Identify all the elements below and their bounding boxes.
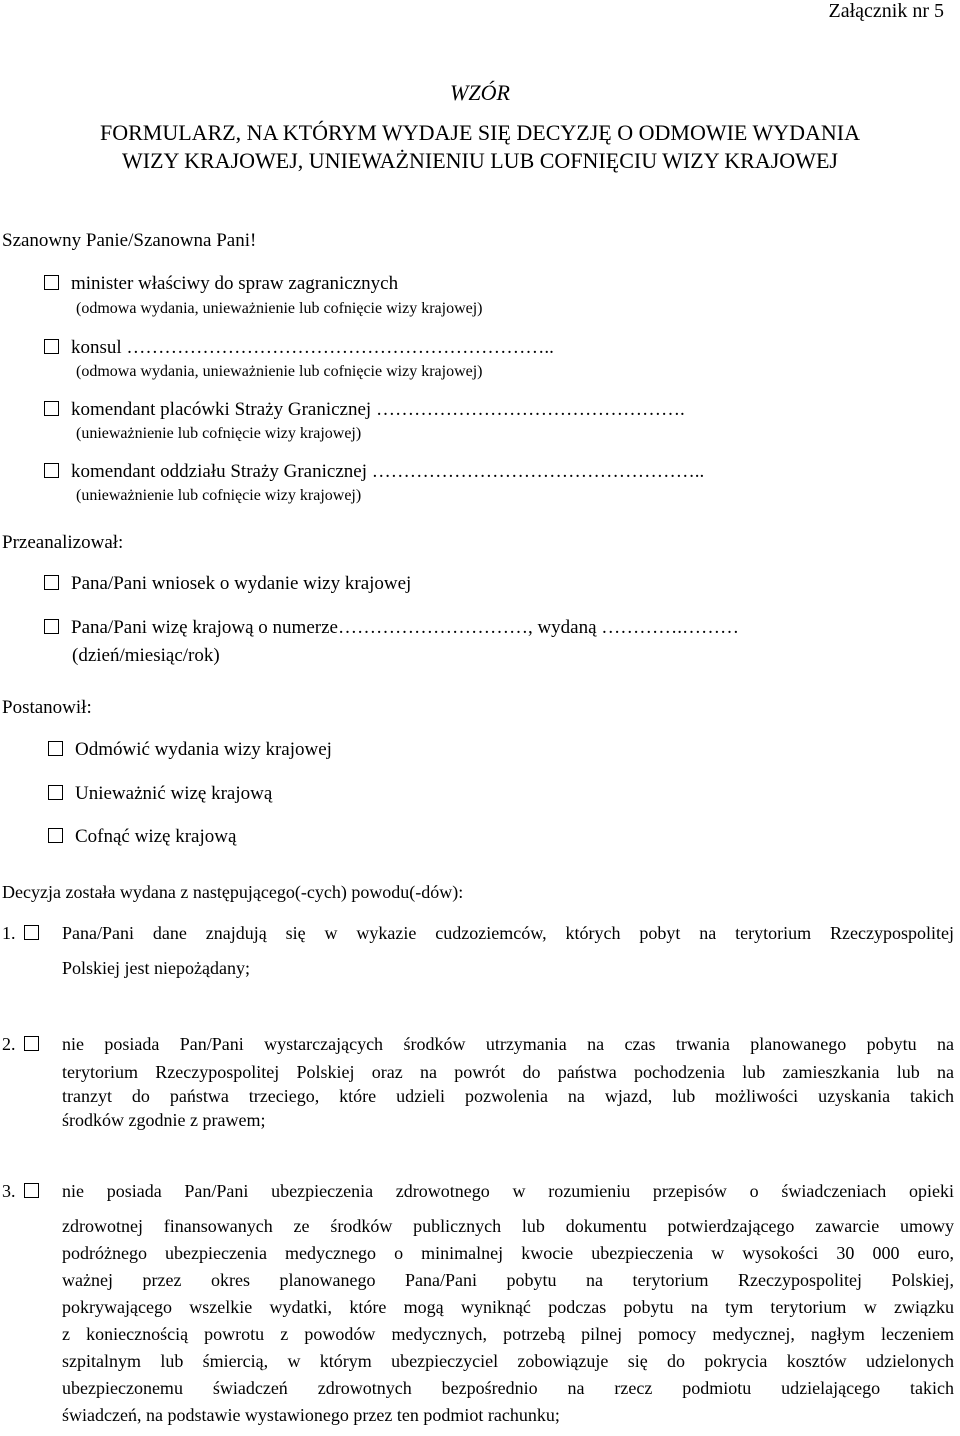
checkbox[interactable] [44,619,59,634]
reason-number [2,923,49,944]
authority-option-border-unit[interactable] [44,461,704,483]
annex-number: Załącznik nr 5 [828,0,944,22]
pattern-label: WZÓR [450,80,510,105]
reason-line: Polskiej jest niepożądany; [62,958,250,978]
checkbox[interactable] [44,575,59,590]
checkbox[interactable] [44,401,59,416]
reason-number [2,1034,49,1055]
option-label: Pana/Pani wniosek o wydanie wizy krajowej [71,573,412,594]
decision-option-refuse[interactable] [48,739,332,761]
checkbox[interactable] [24,925,39,940]
option-label: Unieważnić wizę krajową [75,783,273,804]
authority-option-minister[interactable] [44,273,398,295]
authority-option-border-post[interactable] [44,399,685,421]
checkbox[interactable] [48,785,63,800]
decision-option-annul[interactable] [48,783,272,805]
decided-label: Postanowił: [2,697,92,718]
reason-line: tranzyt do państwa trzeciego, które udzieli pozwolenia na wjazd, lub możliwości uzyskania takich [62,1086,954,1106]
checkbox[interactable] [44,339,59,354]
reason-number [2,1181,49,1202]
reason-line: środków zgodnie z prawem; [62,1110,266,1130]
form-title-line-1: FORMULARZ, NA KTÓRYM WYDAJE SIĘ DECYZJĘ O ODMOWIE WYDANIA [100,120,860,145]
date-hint: (dzień/miesiąc/rok) [72,645,220,666]
authority-label: minister właściwy do spraw zagranicznych [71,273,399,294]
reason-number-text: 1. [2,923,16,943]
reason-line: ważnej przez okres planowanego Pana/Pani pobytu na terytorium Rzeczypospolitej Polskiej, [62,1270,954,1290]
reason-number-text: 3. [2,1181,16,1201]
authority-note: (odmowa wydania, unieważnienie lub cofnięcie wizy krajowej) [76,300,483,317]
analyzed-option-application[interactable] [44,573,411,595]
reason-line: nie posiada Pan/Pani ubezpieczenia zdrowotnego w rozumieniu przepisów o świadczeniach opieki [62,1181,954,1201]
option-label: Cofnąć wizę krajową [75,826,237,847]
authority-label: komendant placówki Straży Granicznej …………………………………………. [71,399,685,420]
reason-line: terytorium Rzeczypospolitej Polskiej oraz na powrót do państwa pochodzenia lub zamieszkania lub na [62,1062,954,1082]
authority-option-consul[interactable] [44,337,554,359]
reason-line: pokrywającego wszelkie wydatki, które mogą wyniknąć podczas pobytu na tym terytorium w związku [62,1297,954,1317]
option-label: Pana/Pani wizę krajową o numerze…………………………, wydaną ………….……… [71,617,740,638]
reason-line: zdrowotnej finansowanych ze środków publicznych lub dokumentu potwierdzającego zawarcie umowy [62,1216,954,1236]
reason-line: podróżnego ubezpieczenia medycznego o minimalnej kwocie ubezpieczenia w wysokości 30 000 euro, [62,1243,954,1263]
form-title-line-2: WIZY KRAJOWEJ, UNIEWAŻNIENIU LUB COFNIĘCIU WIZY KRAJOWEJ [122,148,838,173]
reason-line: Pana/Pani dane znajdują się w wykazie cudzoziemców, których pobyt na terytorium Rzeczypospolitej [62,923,954,943]
authority-note: (unieważnienie lub cofnięcie wizy krajowej) [76,425,362,442]
authority-note: (unieważnienie lub cofnięcie wizy krajowej) [76,487,362,504]
reason-line: z koniecznością powrotu z powodów medycznych, potrzebą pilnej pomocy medycznej, nagłym leczeniem [62,1324,954,1344]
decision-option-revoke[interactable] [48,826,236,848]
checkbox[interactable] [44,275,59,290]
reason-line: świadczeń, na podstawie wystawionego przez ten podmiot rachunku; [62,1405,560,1425]
reason-number-text: 2. [2,1034,16,1054]
reasons-intro: Decyzja została wydana z następującego(-cych) powodu(-dów): [2,882,464,902]
checkbox[interactable] [44,463,59,478]
checkbox[interactable] [48,828,63,843]
checkbox[interactable] [24,1036,39,1051]
reason-line: nie posiada Pan/Pani wystarczających środków utrzymania na czas trwania planowanego pobytu na [62,1034,954,1054]
authority-note: (odmowa wydania, unieważnienie lub cofnięcie wizy krajowej) [76,363,483,380]
checkbox[interactable] [24,1183,39,1198]
reason-line: szpitalnym lub śmiercią, w którym ubezpieczyciel zobowiązuje się do pokrycia kosztów udzielonych [62,1351,954,1371]
option-label: Odmówić wydania wizy krajowej [75,739,332,760]
analyzed-option-visa[interactable] [44,617,739,639]
reason-line: ubezpieczonemu świadczeń zdrowotnych bezpośrednio na rzecz podmiotu udzielającego takich [62,1378,954,1398]
authority-label: konsul ………………………………………………………….. [71,337,554,358]
salutation: Szanowny Panie/Szanowna Pani! [2,230,257,251]
authority-label: komendant oddziału Straży Granicznej …………………………………………….. [71,461,705,482]
analyzed-label: Przeanalizował: [2,532,124,553]
checkbox[interactable] [48,741,63,756]
